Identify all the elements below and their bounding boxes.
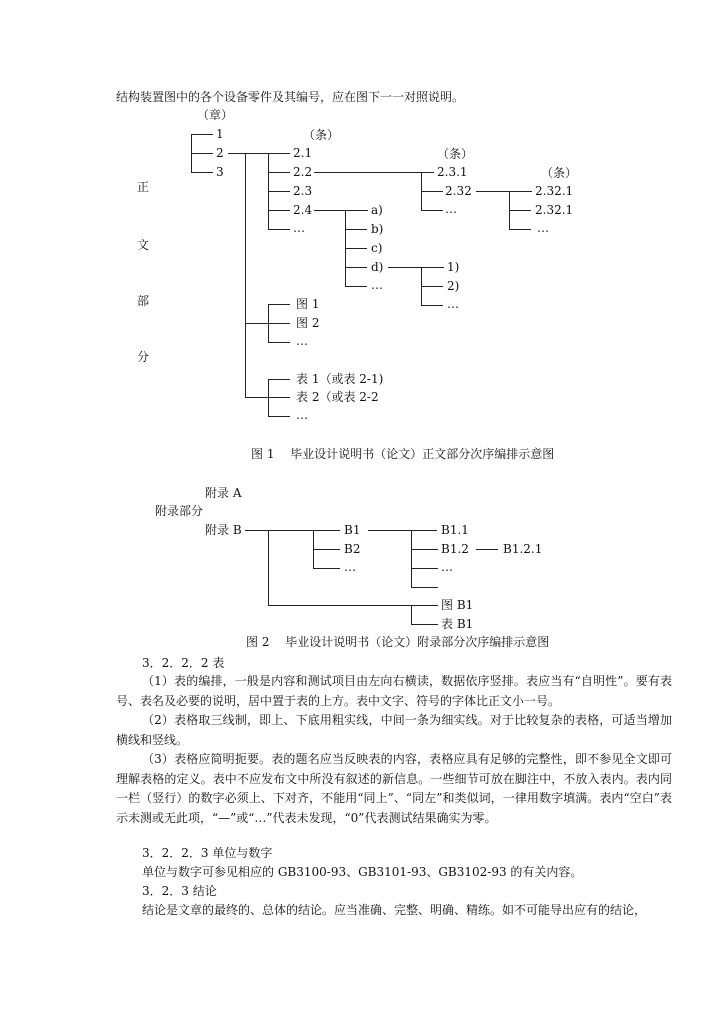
- item-2-32-1-b: 2.32.1: [535, 203, 574, 217]
- appendix-b1-2-1: B1.2.1: [503, 542, 543, 556]
- section-more: …: [293, 221, 305, 235]
- tree-line: [509, 229, 531, 230]
- tree-line: [245, 153, 246, 397]
- tree-line: [345, 248, 367, 249]
- tree-line: [191, 134, 213, 135]
- tree-line: [268, 379, 290, 380]
- tree-line: [268, 210, 290, 211]
- section-2-4: 2.4: [293, 203, 313, 217]
- level-label-chapter: （章）: [197, 108, 234, 122]
- tree-line: [345, 267, 367, 268]
- section-table-heading: 3．2．2．2 表: [142, 656, 225, 670]
- tree-line: [345, 229, 367, 230]
- section-conclusion-heading: 3．2．3 结论: [142, 884, 217, 898]
- section-2-1: 2.1: [293, 146, 313, 160]
- table-more: …: [296, 408, 308, 422]
- tree-line: [268, 416, 290, 417]
- figure-more: …: [296, 334, 308, 348]
- appendix-b1-2: B1.2: [441, 542, 469, 556]
- appendix-a: 附录 A: [205, 486, 242, 500]
- item-c: c): [371, 241, 383, 255]
- appendix-b1-1: B1.1: [441, 523, 469, 537]
- side-label-char-4: 分: [137, 350, 150, 364]
- tree-line: [421, 286, 443, 287]
- tree-line: [191, 172, 213, 173]
- tree-line: [245, 530, 340, 531]
- tree-line: [411, 568, 438, 569]
- tree-line: [388, 267, 406, 268]
- section-2-3: 2.3: [293, 184, 313, 198]
- figure-1-item: 图 1: [296, 297, 320, 311]
- item-abc-more: …: [371, 278, 383, 292]
- tree-line: [314, 172, 434, 173]
- table-2-item: 表 2（或表 2-2: [296, 390, 379, 404]
- tree-line: [268, 530, 269, 606]
- tree-line: [411, 605, 412, 624]
- subsection-2-3-1: 2.3.1: [437, 165, 468, 179]
- tree-line: [476, 549, 498, 550]
- item-d: d): [371, 260, 384, 274]
- side-label-char-2: 文: [137, 238, 150, 252]
- appendix-b1: B1: [344, 523, 361, 537]
- tree-line: [268, 605, 411, 606]
- item-a: a): [371, 203, 383, 217]
- tree-line: [345, 286, 367, 287]
- tree-line: [268, 229, 290, 230]
- subsection-more: …: [445, 202, 457, 216]
- tree-line: [268, 191, 290, 192]
- appendix-b1-more: …: [441, 560, 453, 574]
- appendix-part-label: 附录部分: [155, 504, 204, 518]
- tree-line: [421, 210, 443, 211]
- tree-line: [509, 210, 531, 211]
- tree-line: [268, 323, 290, 324]
- tree-line: [406, 267, 444, 268]
- tree-line: [313, 549, 340, 550]
- appendix-table-b1: 表 B1: [441, 617, 474, 631]
- item-d-2: 2): [447, 279, 460, 293]
- level-label-clause-2: （条）: [437, 147, 474, 161]
- figure-1-caption: 图 1 毕业设计说明书（论文）正文部分次序编排示意图: [251, 447, 555, 461]
- tree-line: [421, 305, 443, 306]
- side-label-char-1: 正: [137, 180, 150, 194]
- side-label-char-3: 部: [137, 294, 150, 308]
- appendix-b-more: …: [344, 560, 356, 574]
- tree-line: [411, 624, 438, 625]
- tree-line: [476, 191, 532, 192]
- figure-2-item: 图 2: [296, 316, 320, 330]
- section-units-heading: 3．2．2．3 单位与数字: [142, 846, 273, 860]
- tree-line: [411, 549, 438, 550]
- tree-line: [313, 568, 340, 569]
- tree-line: [245, 397, 268, 398]
- item-2-32-1-a: 2.32.1: [535, 184, 574, 198]
- level-label-clause-1: （条）: [303, 128, 340, 142]
- table-paragraph-1: （1）表的编排，一般是内容和测试项目由左向右横读，数据依序竖排。表应当有“自明性”。要有表号、表名及必要的说明，居中置于表的上方。表中文字、符号的字体比正文小一号。: [116, 674, 672, 708]
- table-paragraph-3: （3）表格应简明扼要。表的题名应当反映表的内容，表格应具有足够的完整性，即不参见全文即可理解表格的定义。表中不应发布文中所没有叙述的新信息。一些细节可放在脚注中，不放入表内。表内同一栏（竖行）的数字必须上、下对齐，不能用“同上”、“同左”和类似词，一律用数字填满。表内“空白”表示未测或无此项，“—”或“…”代表未发现，“0”代表测试结果确实为零。: [116, 752, 672, 825]
- table-paragraph-2: （2）表格取三线制，即上、下底用粗实线，中间一条为细实线。对于比较复杂的表格，可适当增加横线和竖线。: [116, 713, 672, 747]
- appendix-b2: B2: [344, 542, 361, 556]
- tree-line: [314, 210, 368, 211]
- tree-line: [411, 605, 438, 606]
- section-2-2: 2.2: [293, 165, 313, 179]
- tree-line: [368, 530, 437, 531]
- chapter-2: 2: [216, 146, 224, 160]
- chapter-3: 3: [216, 165, 224, 179]
- tree-line: [411, 587, 438, 588]
- tree-line: [411, 530, 412, 587]
- units-paragraph: 单位与数字可参见相应的 GB3100-93、GB3101-93、GB3102-93 的有关内容。: [142, 865, 583, 879]
- appendix-figure-b1: 图 B1: [441, 598, 474, 612]
- item-d-1: 1): [447, 260, 460, 274]
- chapter-1: 1: [216, 127, 224, 141]
- conclusion-paragraph: 结论是文章的最终的、总体的结论。应当准确、完整、明确、精练。如不可能导出应有的结论，: [142, 903, 647, 917]
- subsection-2-32: 2.32: [445, 184, 472, 198]
- item-more: …: [537, 221, 549, 235]
- tree-line: [228, 153, 290, 154]
- tree-line: [421, 191, 443, 192]
- intro-line: 结构装置图中的各个设备零件及其编号，应在图下一一对照说明。: [116, 90, 465, 104]
- tree-line: [245, 323, 268, 324]
- tree-line: [191, 153, 213, 154]
- tree-line: [268, 304, 290, 305]
- level-label-clause-3: （条）: [541, 166, 578, 180]
- tree-line: [268, 342, 290, 343]
- tree-line: [268, 397, 290, 398]
- appendix-b: 附录 B: [205, 523, 242, 537]
- table-1-item: 表 1（或表 2-1): [296, 372, 384, 386]
- item-b: b): [371, 222, 384, 236]
- figure-2-caption: 图 2 毕业设计说明书（论文）附录部分次序编排示意图: [246, 635, 550, 649]
- item-d-more: …: [447, 297, 459, 311]
- tree-line: [268, 172, 290, 173]
